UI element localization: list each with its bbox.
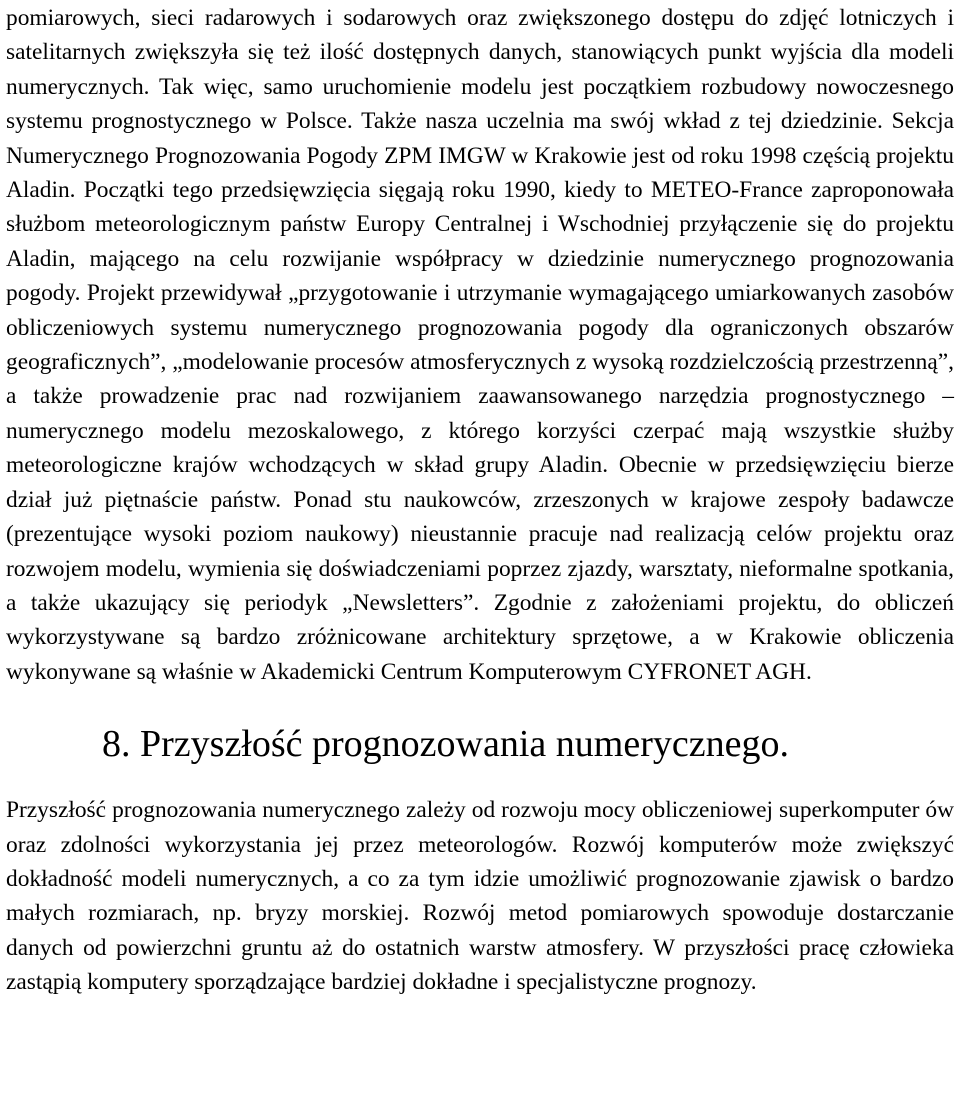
body-paragraph-aladin: pomiarowych, sieci radarowych i sodarowych oraz zwiększonego dostępu do zdjęć lotniczych i satelitarnych zwiększyła się też ilość dostępnych danych, stanowiących punkt wyjścia dla modeli numerycznych. Tak więc, samo uruchomienie modelu jest początkiem rozbudowy nowoczesnego systemu prognostycznego w Polsce. Także nasza uczelnia ma swój wkład z tej dziedzinie. Sekcja Numerycznego Prognozowania Pogody ZPM IMGW w Krakowie jest od roku 1998 częścią projektu Aladin. Początki tego przedsięwzięcia sięgają roku 1990, kiedy to METEO-France zaproponowała służbom meteorologicznym państw Europy Centralnej i Wschodniej przyłączenie się do projektu Aladin, mającego na celu rozwijanie współpracy w dziedzinie numerycznego prognozowania pogody. Projekt przewidywał „przygotowanie i utrzymanie wymagającego umiarkowanych zasobów obliczeniowych systemu numerycznego prognozowania pogody dla ograniczonych obszarów geograficznych”, „modelowanie procesów atmosferycznych z wysoką rozdzielczością przestrzenną”, a także prowadzenie prac nad rozwijaniem zaawansowanego narzędzia prognostycznego – numerycznego modelu mezoskalowego, z którego korzyści czerpać mają wszystkie służby meteorologiczne krajów wchodzących w skład grupy Aladin. Obecnie w przedsięwzięciu bierze dział już piętnaście państw. Ponad stu naukowców, zrzeszonych w krajowe zespoły badawcze (prezentujące wysoki poziom naukowy) nieustannie pracuje nad realizacją celów projektu oraz rozwojem modelu, wymienia się doświadczeniami poprzez zjazdy, warsztaty, nieformalne spotkania, a także ukazujący się periodyk „Newsletters”. Zgodnie z założeniami projektu, do obliczeń wykorzystywane są bardzo zróżnicowane architektury sprzętowe, a w Krakowie obliczenia wykonywane są właśnie w Akademicki Centrum Komputerowym CYFRONET AGH. <box>6 5 954 685</box>
body-paragraph-future: Przyszłość prognozowania numerycznego zależy od rozwoju mocy obliczeniowej superkomputer ów oraz zdolności wykorzystania jej przez meteorologów. Rozwój komputerów może zwiększyć dokładność modeli numerycznych, a co za tym idzie umożliwić prognozowanie zjawisk o bardzo małych rozmiarach, np. bryzy morskiej. Rozwój metod pomiarowych spowoduje dostarczanie danych od powierzchni gruntu aż do ostatnich warstw atmosfery. W przyszłości pracę człowieka zastąpią komputery sporządzające bardziej dokładne i specjalistyczne prognozy. <box>6 797 954 996</box>
document-page <box>6 0 954 1000</box>
section-heading: 8. Przyszłość prognozowania numerycznego. <box>102 723 789 766</box>
